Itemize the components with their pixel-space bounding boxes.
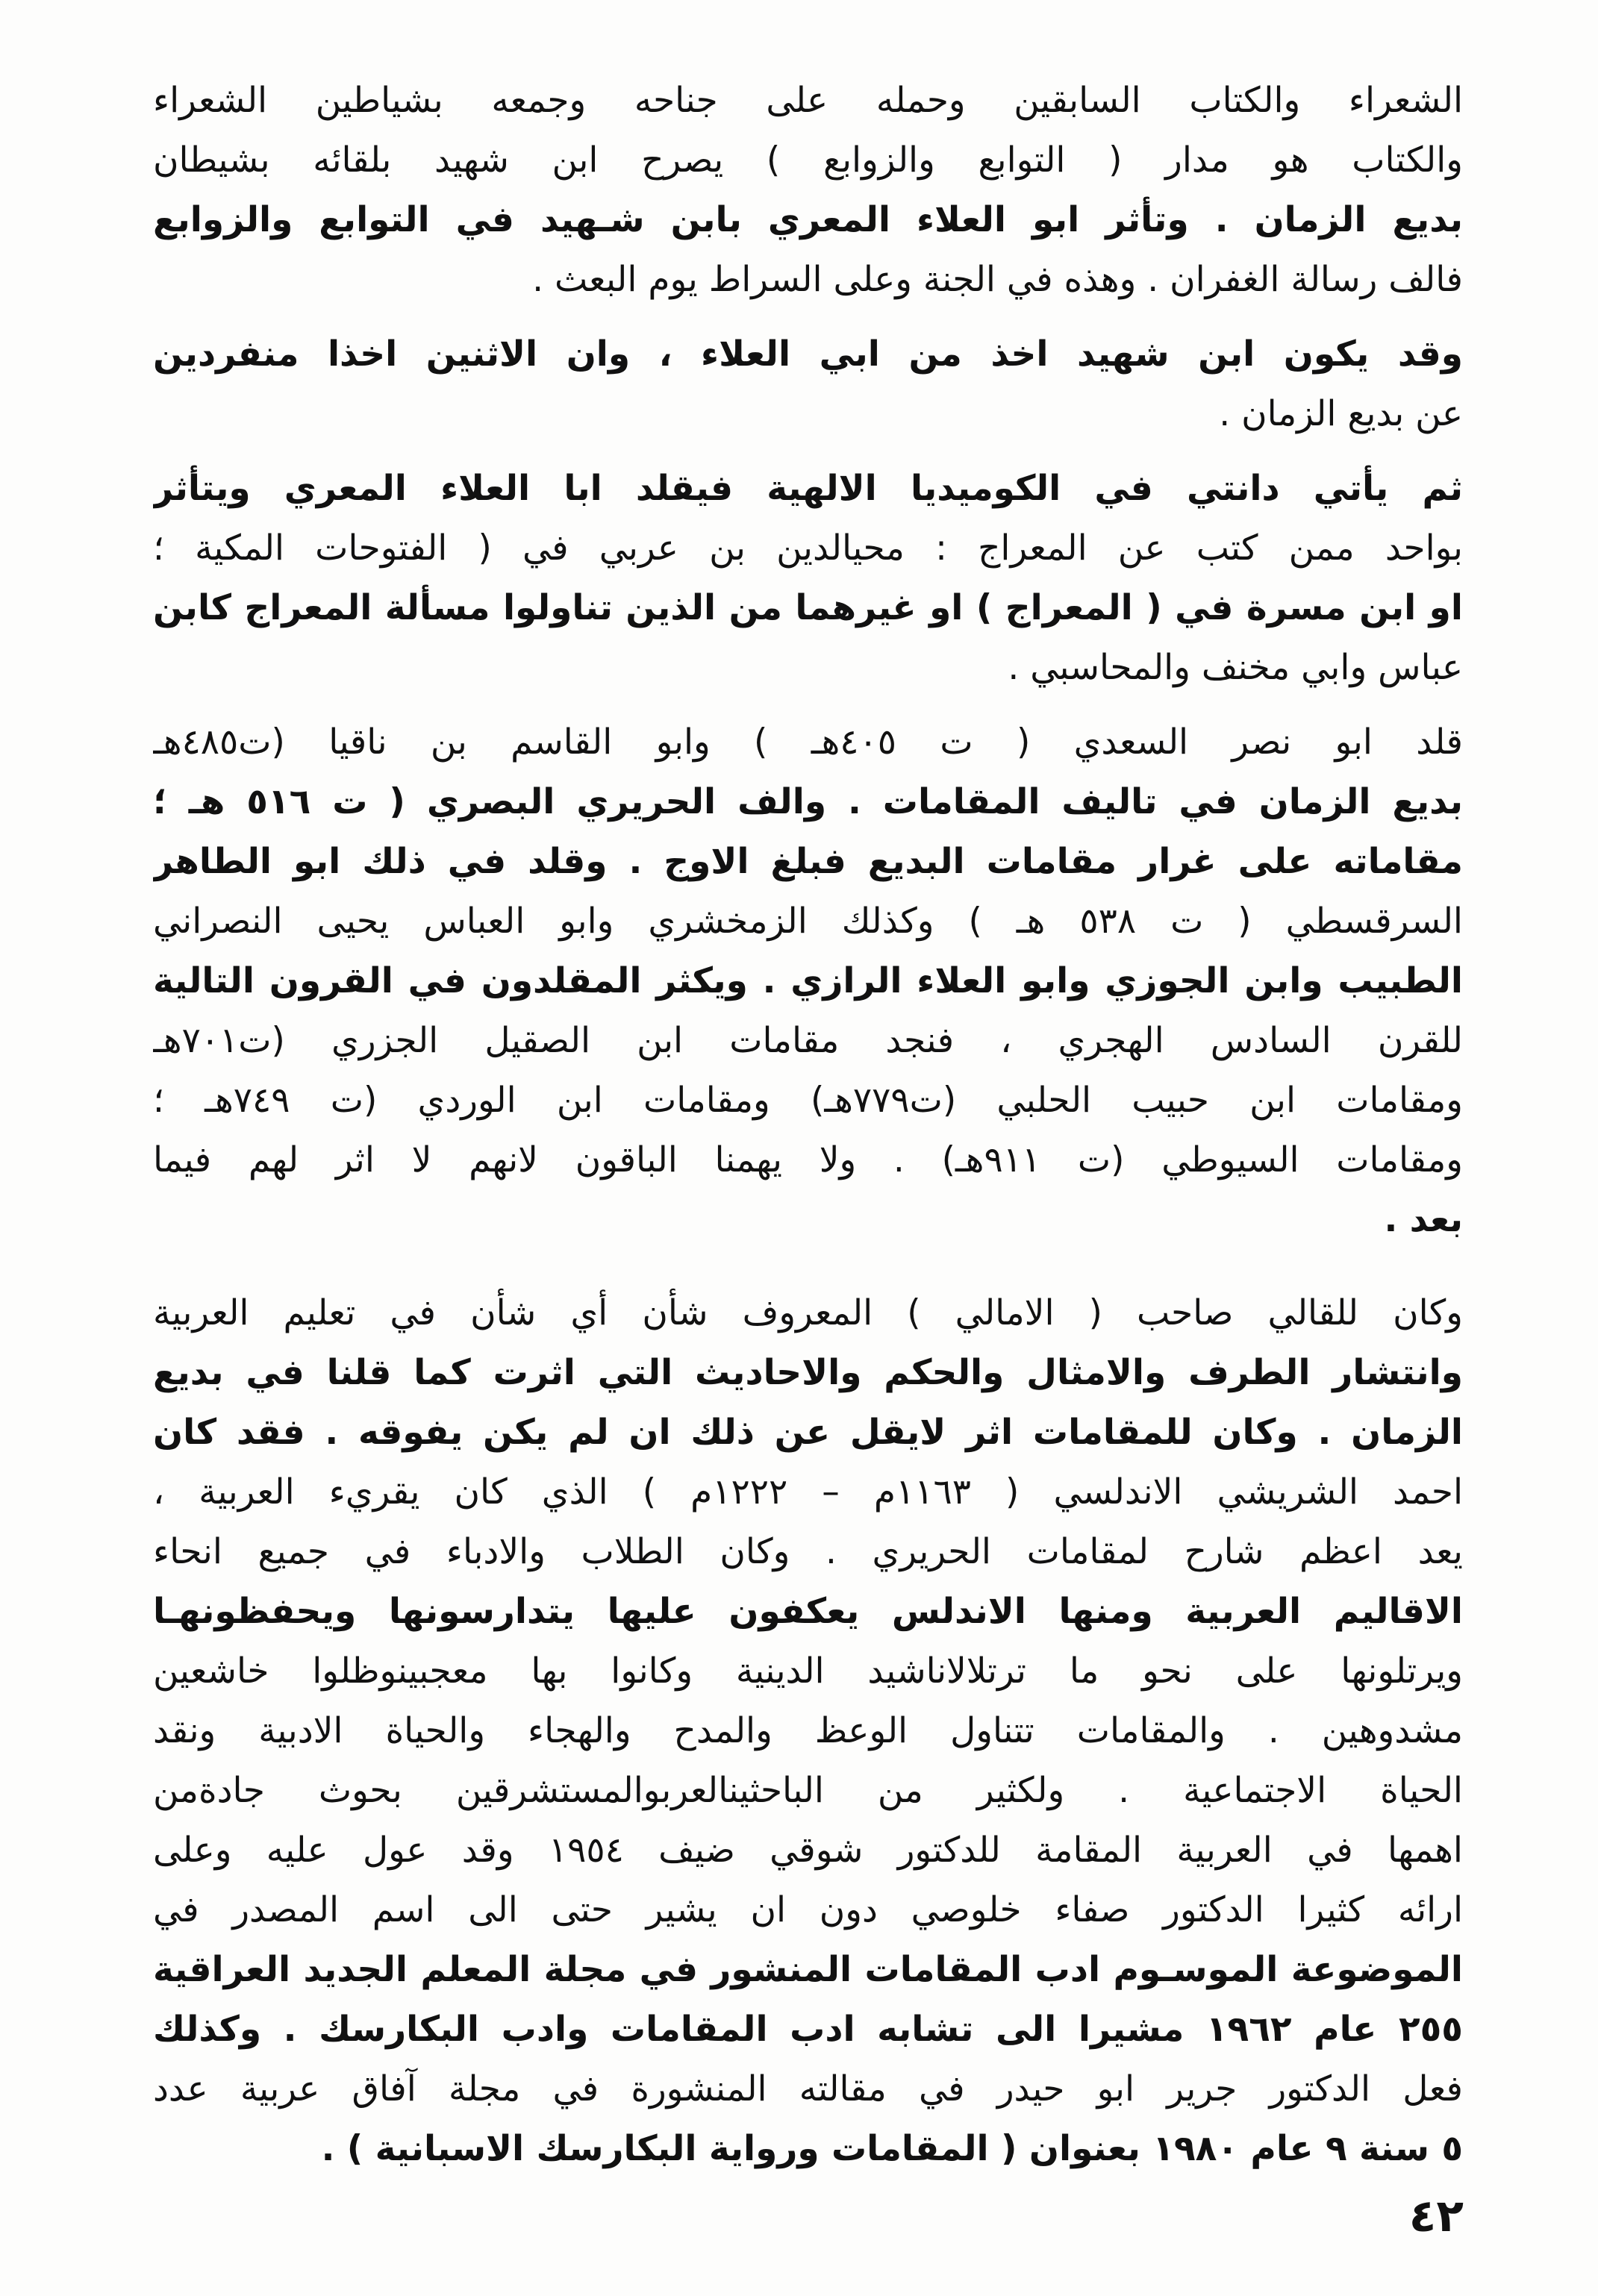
text-line: ويرتلونها على نحو ما ترتلالاناشيد الدينية وكانوا بها معجبينوظلوا خاشعين xyxy=(153,1651,1463,1692)
text-line: مقاماته على غرار مقامات البديع فبلغ الاوج . وقلد في ذلك ابو الطاهر xyxy=(153,841,1463,882)
text-line: يعد اعظم شارح لمقامات الحريري . وكان الطلاب والادباء في جميع انحاء xyxy=(153,1531,1463,1572)
text-line: بديع الزمان في تاليف المقامات . والف الحريري البصري ( ت ٥١٦ هـ ؛ xyxy=(153,781,1463,822)
text-line: للقرن السادس الهجري ، فنجد مقامات ابن الصقيل الجزري (ت٧٠١هـ xyxy=(153,1020,1463,1061)
text-line: احمد الشريشي الاندلسي ( ١١٦٣م – ١٢٢٢م ) الذي كان يقريء العربية ، xyxy=(153,1471,1463,1513)
text-line: الطبيب وابن الجوزي وابو العلاء الرازي . ويكثر المقلدون في القرون التالية xyxy=(153,960,1463,1001)
body-text xyxy=(153,71,1463,2169)
text-line: ٢٥٥ عام ١٩٦٢ مشيرا الى تشابه ادب المقامات وادب البكارسك . وكذلك xyxy=(153,2009,1463,2050)
text-line: فعل الدكتور جرير ابو حيدر في مقالته المنشورة في مجلة آفاق عربية عدد xyxy=(153,2068,1463,2109)
text-line: بعد . xyxy=(1384,1199,1463,1240)
text-line: ومقامات السيوطي (ت ٩١١هـ) . ولا يهمنا الباقون لانهم لا اثر لهم فيما xyxy=(153,1139,1463,1180)
text-line: السرقسطي ( ت ٥٣٨ هـ ) وكذلك الزمخشري وابو العباس يحيى النصراني xyxy=(153,901,1463,942)
text-line: ومقامات ابن حبيب الحلبي (ت٧٧٩هـ) ومقامات ابن الوردي (ت ٧٤٩هـ ؛ xyxy=(153,1080,1463,1121)
text-line: ٥ سنة ٩ عام ١٩٨٠ بعنوان ( المقامات ورواية البكارسك الاسبانية ) . xyxy=(321,2128,1463,2169)
text-line: بواحد ممن كتب عن المعراج : محيالدين بن عربي في ( الفتوحات المكية ؛ xyxy=(153,528,1463,569)
text-line: الزمان . وكان للمقامات اثر لايقل عن ذلك ان لم يكن يفوقه . فقد كان xyxy=(153,1412,1463,1453)
text-line: قلد ابو نصر السعدي ( ت ٤٠٥هـ ) وابو القاسم بن ناقيا (ت٤٨٥هـ xyxy=(153,722,1463,763)
text-line: ثم يأتي دانتي في الكوميديا الالهية فيقلد ابا العلاء المعري ويتأثر xyxy=(153,468,1463,509)
text-line: الشعراء والكتاب السابقين وحمله على جناحه وجمعه بشياطين الشعراء xyxy=(153,80,1463,121)
text-line: بديع الزمان . وتأثر ابو العلاء المعري بابن شـهيد في التوابع والزوابع xyxy=(153,199,1463,240)
text-line: عباس وابي مخنف والمحاسبي . xyxy=(1008,647,1463,688)
text-line: او ابن مسرة في ( المعراج ) او غيرهما من الذين تناولوا مسألة المعراج كابن xyxy=(153,587,1463,628)
paragraph-3 xyxy=(153,459,1463,698)
text-line: ارائه كثيرا الدكتور صفاء خلوصي دون ان يشير حتى الى اسم المصدر في xyxy=(153,1889,1463,1930)
text-line: مشدوهين . والمقامات تتناول الوعظ والمدح والهجاء والحياة الادبية ونقد xyxy=(153,1710,1463,1751)
paragraph-1 xyxy=(153,71,1463,310)
paragraph-5 xyxy=(153,1283,1463,2179)
page-number: ٤٢ xyxy=(1408,2190,1464,2242)
text-line: الحياة الاجتماعية . ولكثير من الباحثينالعربوالمستشرقين بحوث جادةمن xyxy=(153,1770,1463,1811)
text-line: وقد يكون ابن شهيد اخذ من ابي العلاء ، وان الاثنين اخذا منفردين xyxy=(153,334,1463,375)
paragraph-4 xyxy=(153,713,1463,1250)
text-line: وانتشار الطرف والامثال والحكم والاحاديث التي اثرت كما قلنا في بديع xyxy=(153,1352,1463,1393)
text-line: الاقاليم العربية ومنها الاندلس يعكفون عليها يتدارسونها ويحفظونهـا xyxy=(153,1591,1463,1632)
text-line: والكتاب هو مدار ( التوابع والزوابع ) يصرح ابن شهيد بلقائه بشيطان xyxy=(153,140,1463,181)
text-line: عن بديع الزمان . xyxy=(1219,393,1463,434)
text-line: وكان للقالي صاحب ( الامالي ) المعروف شأن أي شأن في تعليم العربية xyxy=(153,1292,1463,1333)
text-line: فالف رسالة الغفران . وهذه في الجنة وعلى السراط يوم البعث . xyxy=(532,259,1463,300)
paragraph-2 xyxy=(153,325,1463,444)
text-line: الموضوعة الموسـوم ادب المقامات المنشور في مجلة المعلم الجديد العراقية xyxy=(153,1949,1463,1990)
text-line: اهمها في العربية المقامة للدكتور شوقي ضيف ١٩٥٤ وقد عول عليه وعلى xyxy=(153,1830,1463,1871)
